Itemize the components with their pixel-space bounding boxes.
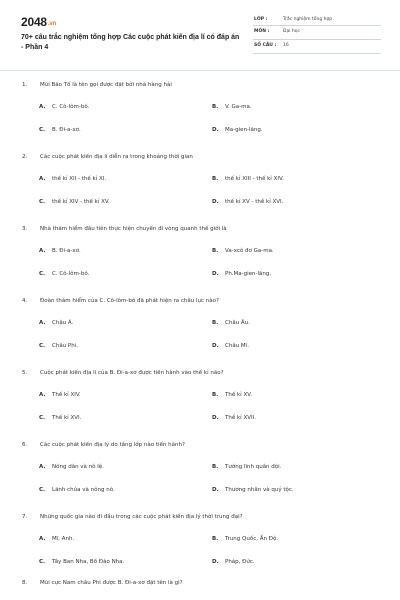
option-b[interactable]	[212, 104, 252, 110]
option-a[interactable]	[39, 248, 81, 254]
option-c[interactable]	[39, 199, 110, 205]
question-item	[0, 510, 400, 582]
option-letter: A.	[39, 104, 46, 110]
option-b[interactable]	[212, 464, 281, 470]
option-b[interactable]	[212, 248, 274, 254]
option-letter: B.	[212, 464, 219, 470]
option-text: thế kỉ XIV - thế kỉ XV.	[52, 199, 110, 205]
option-c[interactable]	[39, 343, 78, 349]
option-c[interactable]	[39, 127, 81, 133]
option-d[interactable]	[212, 415, 256, 421]
option-b[interactable]	[212, 392, 252, 398]
meta-label: SỐ CÂU :	[254, 43, 277, 48]
option-text: Nông dân và nô lệ.	[52, 464, 104, 470]
question-number: 8.	[22, 580, 28, 586]
question-number: 6.	[22, 442, 28, 448]
option-letter: C.	[39, 415, 46, 421]
option-text: Thương nhân và quý tộc.	[225, 487, 294, 493]
question-text	[22, 154, 193, 160]
header	[0, 0, 400, 64]
option-d[interactable]	[212, 271, 271, 277]
meta-row-class	[253, 14, 381, 26]
option-text: Pháp, Đức.	[225, 559, 255, 565]
option-d[interactable]	[212, 343, 249, 349]
option-a[interactable]	[39, 392, 81, 398]
option-d[interactable]	[212, 199, 283, 205]
question-text	[22, 82, 172, 88]
option-text: Trung Quốc, Ấn Độ.	[225, 536, 279, 542]
option-a[interactable]	[39, 464, 104, 470]
option-text: V. Ga-ma.	[225, 104, 252, 110]
header-divider	[0, 70, 400, 71]
option-b[interactable]	[212, 536, 278, 542]
meta-value: Trắc nghiệm tổng hợp	[283, 17, 333, 22]
option-text: B. Đi-a-xơ.	[52, 127, 81, 133]
option-letter: C.	[39, 127, 46, 133]
option-letter: B.	[212, 176, 219, 182]
option-d[interactable]	[212, 127, 263, 133]
option-letter: D.	[212, 127, 219, 133]
option-b[interactable]	[212, 176, 284, 182]
option-text: C. Cô-lôm-bô.	[52, 271, 90, 277]
question-item	[0, 222, 400, 294]
option-letter: B.	[212, 536, 219, 542]
option-text: Thế kỉ XV.	[225, 392, 253, 398]
option-a[interactable]	[39, 536, 74, 542]
question-number: 7.	[22, 514, 28, 520]
option-letter: B.	[212, 320, 219, 326]
option-letter: A.	[39, 536, 46, 542]
option-text: B. Đi-a-xơ.	[52, 248, 81, 254]
meta-label: MÔN :	[254, 29, 270, 34]
question-number: 5.	[22, 370, 28, 376]
option-letter: A.	[39, 248, 46, 254]
question-text	[22, 442, 185, 448]
option-letter: B.	[212, 104, 219, 110]
option-letter: D.	[212, 415, 219, 421]
meta-value: 16	[283, 43, 289, 48]
question-number: 4.	[22, 298, 28, 304]
option-c[interactable]	[39, 271, 89, 277]
option-letter: D.	[212, 559, 219, 565]
option-letter: B.	[212, 392, 219, 398]
question-number: 1.	[22, 82, 28, 88]
option-letter: A.	[39, 464, 46, 470]
option-a[interactable]	[39, 104, 89, 110]
option-letter: D.	[212, 343, 219, 349]
question-item	[0, 438, 400, 510]
option-letter: A.	[39, 176, 46, 182]
logo-main: 2048	[21, 15, 47, 29]
option-text: thế kỉ XIII - thế kỉ XIV.	[225, 176, 284, 182]
option-c[interactable]	[39, 415, 81, 421]
option-text: thế kỉ XV - thế kỉ XVI.	[225, 199, 284, 205]
question-item	[0, 150, 400, 222]
option-text: Thế kỉ XIV.	[52, 392, 81, 398]
question-text	[22, 514, 243, 520]
question-body: Mũi Bão Tố là tên gọi được đặt bởi nhà hàng hải	[40, 82, 172, 88]
option-text: Ma-gien-lăng.	[225, 127, 263, 133]
logo-suffix: .vn	[47, 21, 56, 27]
question-body: Cuộc phát kiến địa lí của B. Đi-a-xơ được tiến hành vào thế kỉ nào?	[40, 370, 224, 376]
option-letter: D.	[212, 271, 219, 277]
option-letter: C.	[39, 199, 46, 205]
question-body: Đoàn thám hiểm của C. Cô-lôm-bô đã phát hiện ra châu lục nào?	[40, 298, 219, 304]
option-text: Châu Mĩ.	[225, 343, 249, 349]
option-text: Ph.Ma-gien-lăng.	[225, 271, 272, 277]
question-item	[0, 78, 400, 150]
question-text	[22, 298, 219, 304]
option-letter: C.	[39, 343, 46, 349]
option-text: Châu Phi.	[52, 343, 79, 349]
option-text: Va-xcô đơ Ga-ma.	[225, 248, 274, 254]
question-body: Các cuộc phát kiến địa lí diễn ra trong khoảng thời gian	[40, 154, 193, 160]
option-letter: A.	[39, 320, 46, 326]
option-text: C. Cô-lôm-bô.	[52, 104, 90, 110]
meta-label: LỚP :	[254, 17, 268, 22]
option-text: Châu Á.	[52, 320, 74, 326]
option-text: Thế kỉ XVII.	[225, 415, 256, 421]
option-c[interactable]	[39, 487, 115, 493]
question-number: 3.	[22, 226, 28, 232]
question-body: Những quốc gia nào đi đầu trong các cuộc phát kiến địa lý thời trung đại?	[40, 514, 243, 520]
meta-info	[253, 14, 381, 54]
option-letter: C.	[39, 487, 46, 493]
question-body: Mũi cực Nam châu Phi được B. Đi-a-xơ đặt tên là gì?	[40, 580, 183, 586]
option-text: Mĩ, Anh.	[52, 536, 75, 542]
option-letter: D.	[212, 199, 219, 205]
meta-value: Đại học	[283, 29, 301, 34]
meta-row-subject	[253, 26, 381, 40]
option-text: thế kỉ XII - thế kỉ XI.	[52, 176, 107, 182]
option-d[interactable]	[212, 487, 294, 493]
option-c[interactable]	[39, 559, 124, 565]
option-text: Lãnh chúa và nông nô.	[52, 487, 115, 493]
question-item	[0, 576, 400, 600]
question-body: Nhà thám hiểm đầu tiên thực hiện chuyến đi vòng quanh thế giới là	[40, 226, 227, 232]
question-text	[22, 370, 224, 376]
option-text: Châu Âu.	[225, 320, 250, 326]
option-letter: C.	[39, 559, 46, 565]
question-text	[22, 580, 183, 586]
question-item	[0, 294, 400, 366]
option-a[interactable]	[39, 320, 73, 326]
option-d[interactable]	[212, 559, 255, 565]
page-title: 70+ câu trắc nghiệm tổng hợp Các cuộc phát kiến địa lí có đáp án - Phần 4	[21, 34, 240, 51]
option-text: Tướng lĩnh quân đội.	[225, 464, 282, 470]
option-b[interactable]	[212, 320, 250, 326]
meta-row-count	[253, 40, 381, 54]
question-body: Các cuộc phát kiến địa lý do tầng lớp nào tiến hành?	[40, 442, 185, 448]
option-a[interactable]	[39, 176, 106, 182]
question-item	[0, 366, 400, 438]
option-letter: A.	[39, 392, 46, 398]
option-letter: D.	[212, 487, 219, 493]
option-text: Tây Ban Nha, Bồ Đào Nha.	[52, 559, 125, 565]
option-letter: B.	[212, 248, 219, 254]
option-letter: C.	[39, 271, 46, 277]
question-number: 2.	[22, 154, 28, 160]
question-text	[22, 226, 227, 232]
site-logo[interactable]	[21, 15, 56, 29]
option-text: Thế kỉ XVI.	[52, 415, 82, 421]
